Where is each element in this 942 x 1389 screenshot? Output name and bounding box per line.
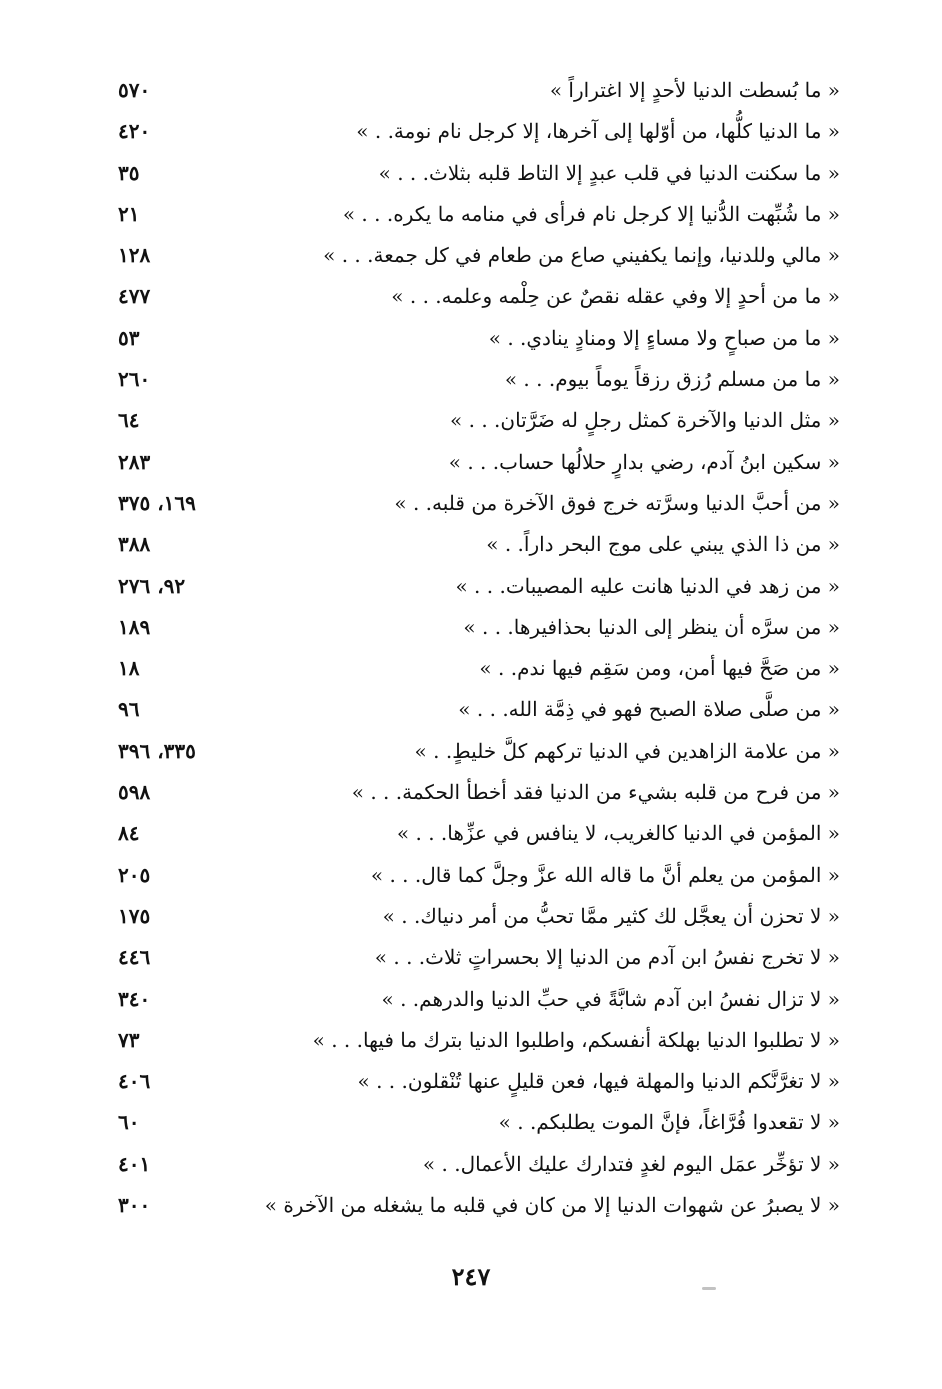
index-entry-row bbox=[110, 897, 840, 938]
entry-page-refs: ١٨ bbox=[118, 656, 140, 681]
entry-page-refs: ٦٠ bbox=[118, 1110, 140, 1135]
entry-text: « لا تحزن أن يعجَّل لك كثير ممَّا تحبُّ من أمر دنياك. . » bbox=[382, 903, 840, 928]
entry-page-refs: ٤٠١ bbox=[118, 1151, 151, 1176]
entry-page-refs: ٨٤ bbox=[118, 821, 140, 846]
index-entry-row bbox=[110, 814, 840, 855]
entry-page-refs: ٢٠٥ bbox=[118, 862, 151, 887]
index-entry-row bbox=[110, 154, 840, 195]
entry-page-refs: ٤٠٦ bbox=[118, 1069, 151, 1094]
index-entry-row bbox=[110, 319, 840, 360]
index-entry-row bbox=[110, 236, 840, 277]
entry-text: « المؤمن في الدنيا كالغريب، لا ينافس في عزِّها. . . » bbox=[396, 821, 840, 846]
entry-text: « المؤمن من يعلم أنَّ ما قاله الله عزَّ وجلَّ كما قال. . . » bbox=[370, 862, 840, 887]
entry-page-refs: ٩٢، ٢٧٦ bbox=[118, 573, 186, 598]
page-number: ٢٤٧ bbox=[451, 1262, 491, 1291]
index-entry-row bbox=[110, 773, 840, 814]
entry-page-refs: ١٦٩، ٣٧٥ bbox=[118, 490, 196, 515]
index-entry-row bbox=[110, 277, 840, 318]
entry-text: « لا تخرج نفسُ ابن آدم من الدنيا إلا بحسراتٍ ثلاث. . . » bbox=[374, 945, 840, 970]
entry-text: « من زهد في الدنيا هانت عليه المصيبات. . . » bbox=[455, 573, 840, 598]
entry-text: « من علامة الزاهدين في الدنيا تركهم كلَّ خليطٍ. . » bbox=[414, 738, 840, 763]
entry-page-refs: ٥٧٠ bbox=[118, 78, 151, 102]
index-entry-row bbox=[110, 443, 840, 484]
entry-page-refs: ١٢٨ bbox=[118, 243, 151, 268]
index-entry-row bbox=[110, 732, 840, 773]
index-entry-row bbox=[110, 1186, 840, 1227]
entry-page-refs: ٣٠٠ bbox=[118, 1193, 151, 1218]
index-entry-row bbox=[110, 980, 840, 1021]
entry-page-refs: ٧٣ bbox=[118, 1027, 140, 1052]
entry-page-refs: ٤٤٦ bbox=[118, 945, 151, 970]
entry-page-refs: ٢٦٠ bbox=[118, 367, 151, 392]
entry-text: « مثل الدنيا والآخرة كمثل رجلٍ له ضَرَّتان. . . » bbox=[450, 408, 840, 433]
entry-text: « ما من مسلم رُزق رزقاً يوماً بيوم. . . » bbox=[504, 367, 840, 392]
entry-text: « لا يصبرُ عن شهوات الدنيا إلا من كان في قلبه ما يشغله من الآخرة » bbox=[264, 1193, 840, 1218]
index-entry-row bbox=[110, 1021, 840, 1062]
index-entry-row bbox=[110, 484, 840, 525]
entry-text: « ما الدنيا كلُّها، من أوّلها إلى آخرها، إلا كرجل نام نومة. . » bbox=[356, 119, 840, 144]
entry-text: « ما بُسطت الدنيا لأحدٍ إلا اغتراراً » bbox=[549, 78, 840, 102]
entry-page-refs: ١٧٥ bbox=[118, 903, 151, 928]
entry-page-refs: ٣٥ bbox=[118, 160, 140, 185]
entry-text: « من فرح من قلبه بشيء من الدنيا فقد أخطأ الحكمة. . . » bbox=[351, 780, 840, 805]
entry-text: « سكين ابنُ آدم، رضي بدارٍ حلالُها حساب. . . » bbox=[448, 449, 840, 474]
entry-text: « من صَحَّ فيها أمن، ومن سَقِم فيها ندم. . » bbox=[479, 656, 840, 681]
entry-text: « من صلَّى صلاة الصبح فهو في ذِمَّة الله. . . » bbox=[458, 697, 840, 722]
index-entry-row bbox=[110, 649, 840, 690]
entry-text: « مالي وللدنيا، وإنما يكفيني صاع من طعام في كل جمعة. . . » bbox=[323, 243, 840, 268]
index-entry-row bbox=[110, 608, 840, 649]
entry-text: « لا تطلبوا الدنيا بهلكة أنفسكم، واطلبوا الدنيا بترك ما فيها. . . » bbox=[312, 1027, 840, 1052]
entry-text: « ما سكنت الدنيا في قلب عبدٍ إلا التاط قلبه بثلاث. . . » bbox=[378, 160, 840, 185]
entry-text: « من أحبَّ الدنيا وسرَّته خرج فوق الآخرة من قلبه. . » bbox=[394, 490, 840, 515]
entry-page-refs: ٥٩٨ bbox=[118, 780, 151, 805]
index-entry-row bbox=[110, 1145, 840, 1186]
index-entry-row bbox=[110, 856, 840, 897]
entry-page-refs: ٤٧٧ bbox=[118, 284, 151, 309]
index-entry-row bbox=[110, 112, 840, 153]
entry-text: « ما من صباحٍ ولا مساءٍ إلا ومنادٍ ينادي. . » bbox=[488, 325, 840, 350]
index-entries-list bbox=[110, 71, 840, 1227]
index-entry-row bbox=[110, 195, 840, 236]
index-entry-row bbox=[110, 360, 840, 401]
entry-page-refs: ١٨٩ bbox=[118, 614, 151, 639]
entry-page-refs: ٦٤ bbox=[118, 408, 140, 433]
entry-text: « ما من أحدٍ إلا وفي عقله نقصٌ عن حِلْمه وعلمه. . . » bbox=[391, 284, 840, 309]
index-entry-row bbox=[110, 71, 840, 112]
entry-page-refs: ٣٨٨ bbox=[118, 532, 151, 557]
entry-page-refs: ٢٨٣ bbox=[118, 449, 151, 474]
index-entry-row bbox=[110, 525, 840, 566]
entry-text: « لا تقعدوا فُرَّاغاً، فإنَّ الموت يطلبكم. . » bbox=[498, 1110, 840, 1135]
entry-page-refs: ٥٣ bbox=[118, 325, 140, 350]
index-entry-row bbox=[110, 690, 840, 731]
entry-page-refs: ٩٦ bbox=[118, 697, 140, 722]
entry-text: « لا تغرَّنَّكم الدنيا والمهلة فيها، فعن قليلٍ عنها تُنْقلون. . . » bbox=[357, 1069, 840, 1094]
entry-text: « لا تؤخِّر عمَل اليوم لغدٍ فتدارك عليك الأعمال. . » bbox=[422, 1151, 840, 1176]
index-entry-row bbox=[110, 1103, 840, 1144]
entry-page-refs: ٣٣٥، ٣٩٦ bbox=[118, 738, 196, 763]
entry-page-refs: ٢١ bbox=[118, 201, 140, 226]
scan-speck bbox=[702, 1287, 716, 1290]
entry-text: « ما شُبِّهت الدُّنيا إلا كرجل نام فرأى في منامه ما يكره. . . » bbox=[342, 201, 840, 226]
entry-page-refs: ٣٤٠ bbox=[118, 986, 151, 1011]
entry-text: « من ذا الذي يبني على موج البحر داراً. . » bbox=[486, 532, 840, 557]
index-entry-row bbox=[110, 567, 840, 608]
index-entry-row bbox=[110, 938, 840, 979]
entry-text: « لا تزال نفسُ ابن آدم شابَّةً في حبِّ الدنيا والدرهم. . » bbox=[381, 986, 840, 1011]
index-entry-row bbox=[110, 401, 840, 442]
entry-text: « من سرَّه أن ينظر إلى الدنيا بحذافيرها. . . » bbox=[463, 614, 840, 639]
index-entry-row bbox=[110, 1062, 840, 1103]
entry-page-refs: ٤٢٠ bbox=[118, 119, 151, 144]
